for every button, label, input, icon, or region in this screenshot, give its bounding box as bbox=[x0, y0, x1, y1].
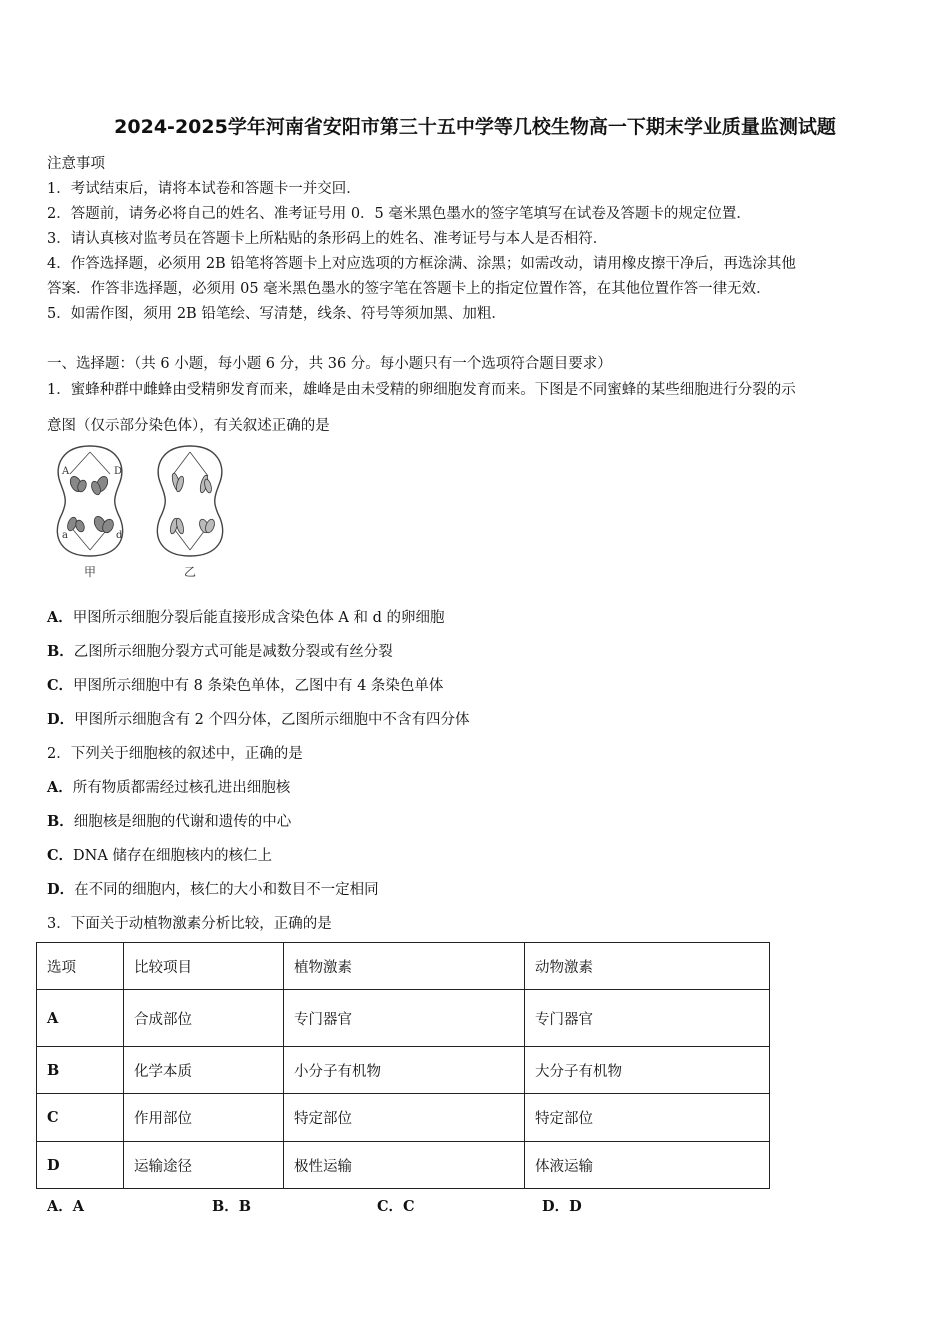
table-header-cell: 植物激素 bbox=[284, 943, 525, 990]
q2-option-d: D．在不同的细胞内，核仁的大小和数目不一定相同 bbox=[47, 881, 379, 898]
cell-division-figure bbox=[50, 442, 240, 582]
table-cell: 体液运输 bbox=[525, 1142, 770, 1189]
table-row bbox=[37, 1047, 770, 1094]
table-cell: 特定部位 bbox=[525, 1094, 770, 1142]
table-row bbox=[37, 990, 770, 1047]
q3-answer-a: A．A bbox=[47, 1198, 85, 1215]
table-header-cell: 动物激素 bbox=[525, 943, 770, 990]
notice-item-1: 1．考试结束后，请将本试卷和答题卡一并交回． bbox=[47, 181, 361, 197]
notice-heading: 注意事项 bbox=[47, 156, 105, 172]
q1-option-a: A．甲图所示细胞分裂后能直接形成含染色体 A 和 d 的卵细胞 bbox=[47, 609, 445, 626]
section-heading: 一、选择题：（共 6 小题，每小题 6 分，共 36 分。每小题只有一个选项符合题目要求） bbox=[47, 356, 612, 372]
table-cell: B bbox=[37, 1047, 124, 1094]
figure-label-jia: 甲 bbox=[84, 565, 97, 579]
gene-label-a: a bbox=[62, 530, 68, 541]
q1-option-d: D．甲图所示细胞含有 2 个四分体，乙图所示细胞中不含有四分体 bbox=[47, 711, 470, 728]
table-header-cell: 选项 bbox=[37, 943, 124, 990]
table-row bbox=[37, 1142, 770, 1189]
gene-label-A: A bbox=[62, 466, 70, 477]
table-cell: 特定部位 bbox=[284, 1094, 525, 1142]
q1-stem-line2: 意图（仅示部分染色体），有关叙述正确的是 bbox=[47, 418, 330, 434]
q2-option-b: B．细胞核是细胞的代谢和遗传的中心 bbox=[47, 813, 292, 830]
q3-answer-b: B．B bbox=[212, 1198, 252, 1215]
q2-option-c: C．DNA 储存在细胞核内的核仁上 bbox=[47, 847, 272, 864]
notice-item-2: 2．答题前，请务必将自己的姓名、准考证号用 0．5 毫米黑色墨水的签字笔填写在试卷及答题卡的规定位置． bbox=[47, 206, 751, 222]
table-cell: D bbox=[37, 1142, 124, 1189]
q1-option-b: B．乙图所示细胞分裂方式可能是减数分裂或有丝分裂 bbox=[47, 643, 393, 660]
figure-label-yi: 乙 bbox=[184, 565, 197, 579]
hormone-comparison-table bbox=[36, 942, 770, 1189]
table-cell: 小分子有机物 bbox=[284, 1047, 525, 1094]
table-row bbox=[37, 1094, 770, 1142]
q2-option-a: A．所有物质都需经过核孔进出细胞核 bbox=[47, 779, 291, 796]
gene-label-D: D bbox=[114, 466, 123, 477]
table-cell: 合成部位 bbox=[124, 990, 284, 1047]
q1-stem-line1: 1．蜜蜂种群中雌蜂由受精卵发育而来，雄峰是由未受精的卵细胞发育而来。下图是不同蜜蜂的某些细胞进行分裂的示 bbox=[47, 382, 796, 398]
table-header-cell: 比较项目 bbox=[124, 943, 284, 990]
gene-label-d: d bbox=[116, 530, 123, 541]
notice-item-4: 4．作答选择题，必须用 2B 铅笔将答题卡上对应选项的方框涂满、涂黑；如需改动，请用橡皮擦干净后，再选涂其他 bbox=[47, 256, 796, 272]
table-header-row bbox=[37, 943, 770, 990]
table-cell: C bbox=[37, 1094, 124, 1142]
notice-item-3: 3．请认真核对监考员在答题卡上所粘贴的条形码上的姓名、准考证号与本人是否相符． bbox=[47, 231, 608, 247]
table-cell: 运输途径 bbox=[124, 1142, 284, 1189]
table-cell: 化学本质 bbox=[124, 1047, 284, 1094]
exam-title: 2024-2025学年河南省安阳市第三十五中学等几校生物高一下期末学业质量监测试题 bbox=[114, 116, 836, 138]
notice-item-5: 5．如需作图，须用 2B 铅笔绘、写清楚，线条、符号等须加黑、加粗． bbox=[47, 306, 506, 322]
q3-answer-c: C．C bbox=[377, 1198, 415, 1215]
table-cell: 作用部位 bbox=[124, 1094, 284, 1142]
table-cell: 专门器官 bbox=[525, 990, 770, 1047]
table-cell: 大分子有机物 bbox=[525, 1047, 770, 1094]
q3-answer-d: D．D bbox=[542, 1198, 582, 1215]
table-cell: 专门器官 bbox=[284, 990, 525, 1047]
table-cell: A bbox=[37, 990, 124, 1047]
q3-stem: 3．下面关于动植物激素分析比较，正确的是 bbox=[47, 916, 332, 932]
q2-stem: 2．下列关于细胞核的叙述中，正确的是 bbox=[47, 746, 303, 762]
table-cell: 极性运输 bbox=[284, 1142, 525, 1189]
notice-item-4-cont: 答案．作答非选择题，必须用 05 毫米黑色墨水的签字笔在答题卡上的指定位置作答，在其他位置作答一律无效． bbox=[47, 281, 771, 297]
q1-option-c: C．甲图所示细胞中有 8 条染色单体，乙图中有 4 条染色单体 bbox=[47, 677, 444, 694]
